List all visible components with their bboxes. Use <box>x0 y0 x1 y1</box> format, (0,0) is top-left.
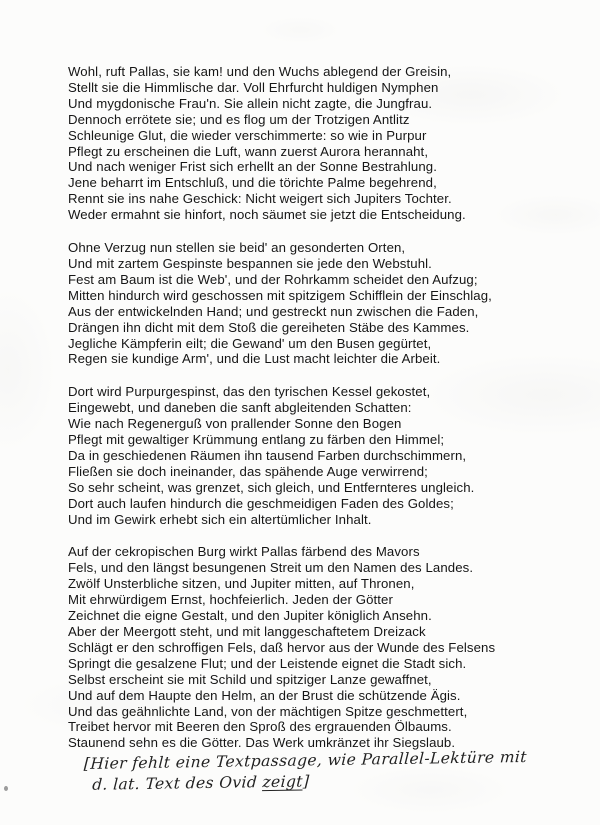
poem-line: Und das geähnlichte Land, von der mächtigen Spitze geschmettert, <box>68 703 468 719</box>
poem-line: Schleunige Glut, die wieder verschimmerte: so wie in Purpur <box>68 127 427 143</box>
poem-line: Und nach weniger Frist sich erhellt an der Sonne Bestrahlung. <box>68 159 437 175</box>
poem-line: Schlägt er den schroffigen Fels, daß hervor aus der Wunde des Felsens <box>68 639 496 655</box>
poem-paragraph-1 <box>68 64 560 223</box>
poem-line: Jene beharrt im Entschluß, und die törichte Palme begehrend, <box>68 175 437 191</box>
poem-line: Rennt sie ins nahe Geschick: Nicht weigert sich Jupiters Tochter. <box>68 191 452 207</box>
poem-line: Zeichnet die eigne Gestalt, und den Jupiter königlich Ansehn. <box>68 608 432 624</box>
poem-line: Dort auch laufen hindurch die geschmeidigen Faden des Goldes; <box>68 495 454 511</box>
poem-line: Stellt sie die Himmlische dar. Voll Ehrfurcht huldigen Nymphen <box>68 79 439 95</box>
poem-line: Wohl, ruft Pallas, sie kam! und den Wuchs ablegend der Greisin, <box>68 64 452 79</box>
scan-smudge-mark <box>4 786 8 791</box>
poem-line: Dort wird Purpurgespinst, das den tyrischen Kessel gekostet, <box>68 384 431 400</box>
poem-line: Drängen ihn dicht mit dem Stoß die gereiheten Stäbe des Kammes. <box>68 319 470 335</box>
poem-text-block <box>68 64 560 751</box>
poem-line: So sehr scheint, was grenzet, sich gleich, und Entfernteres ungleich. <box>68 479 475 495</box>
poem-line: Selbst erscheint sie mit Schild und spitziger Lanze gewaffnet, <box>68 671 432 687</box>
poem-line: Aber der Meergott steht, und mit langgeschaftetem Dreizack <box>68 624 426 639</box>
poem-line: Dennoch errötete sie; und es flog um der Trotzigen Antlitz <box>68 111 410 127</box>
poem-line: Regen sie kundige Arm', und die Lust macht leichter die Arbeit. <box>68 351 441 367</box>
poem-line: Und mit zartem Gespinste bespannen sie jede den Webstuhl. <box>68 255 432 271</box>
poem-paragraph-3 <box>68 384 560 527</box>
poem-paragraph-4 <box>68 544 560 751</box>
annotation-line-1: [Hier fehlt eine Textpassage, wie Parallel-Lektüre mit <box>83 747 528 773</box>
poem-line: Mitten hindurch wird geschossen mit spitzigem Schifflein der Einschlag, <box>68 287 492 303</box>
poem-line: Jegliche Kämpferin eilt; die Gewand' um den Busen gegürtet, <box>68 335 432 351</box>
poem-line: Und mygdonische Frau'n. Sie allein nicht zagte, die Jungfrau. <box>68 95 433 111</box>
poem-line: Fest am Baum ist die Web', und der Rohrkamm scheidet den Aufzug; <box>68 271 478 287</box>
poem-line: Da in geschiedenen Räumen ihn tausend Farben durchschimmern, <box>68 447 467 463</box>
handwritten-annotation <box>84 746 585 796</box>
poem-line: Pflegt mit gewaltiger Krümmung entlang zu färben den Himmel; <box>68 432 445 448</box>
poem-line: Springt die gesalzene Flut; und der Leistende eignet die Stadt sich. <box>68 655 467 671</box>
annotation-closing-bracket: ] <box>302 772 310 791</box>
poem-line: Fels, und den längst besungenen Streit um den Namen des Landes. <box>68 560 474 576</box>
poem-line: Weder ermahnt sie hinfort, noch säumet sie jetzt die Entscheidung. <box>68 207 466 223</box>
poem-line: Wie nach Regenerguß von prallender Sonne den Bogen <box>68 416 402 432</box>
poem-line: Und auf dem Haupte den Helm, an der Brust die schützende Ägis. <box>68 687 461 703</box>
annotation-underlined-word: zeigt <box>262 772 304 792</box>
poem-line: Auf der cekropischen Burg wirkt Pallas färbend des Mavors <box>68 544 420 560</box>
poem-line: Aus der entwickelnden Hand; und gestreckt nun zwischen die Faden, <box>68 303 479 319</box>
poem-line: Staunend sehn es die Götter. Das Werk umkränzet ihr Siegslaub. <box>68 735 456 751</box>
poem-line: Und im Gewirk erhebt sich ein altertümlicher Inhalt. <box>68 511 372 527</box>
annotation-line-2-text: d. lat. Text des Ovid <box>91 773 264 794</box>
poem-line: Zwölf Unsterbliche sitzen, und Jupiter mitten, auf Thronen, <box>68 576 415 592</box>
poem-line: Ohne Verzug nun stellen sie beid' an gesonderten Orten, <box>68 240 406 256</box>
poem-line: Pflegt zu erscheinen die Luft, wann zuerst Aurora herannaht, <box>68 143 429 159</box>
poem-line: Fließen sie doch ineinander, das spähende Auge verwirrend; <box>68 463 428 479</box>
poem-paragraph-2 <box>68 240 560 367</box>
poem-line: Mit ehrwürdigem Ernst, hochfeierlich. Jeden der Götter <box>68 592 393 608</box>
poem-line: Eingewebt, und daneben die sanft abgleitenden Schatten: <box>68 400 412 416</box>
poem-line: Treibet hervor mit Beeren den Sproß des ergrauenden Ölbaums. <box>68 719 452 735</box>
